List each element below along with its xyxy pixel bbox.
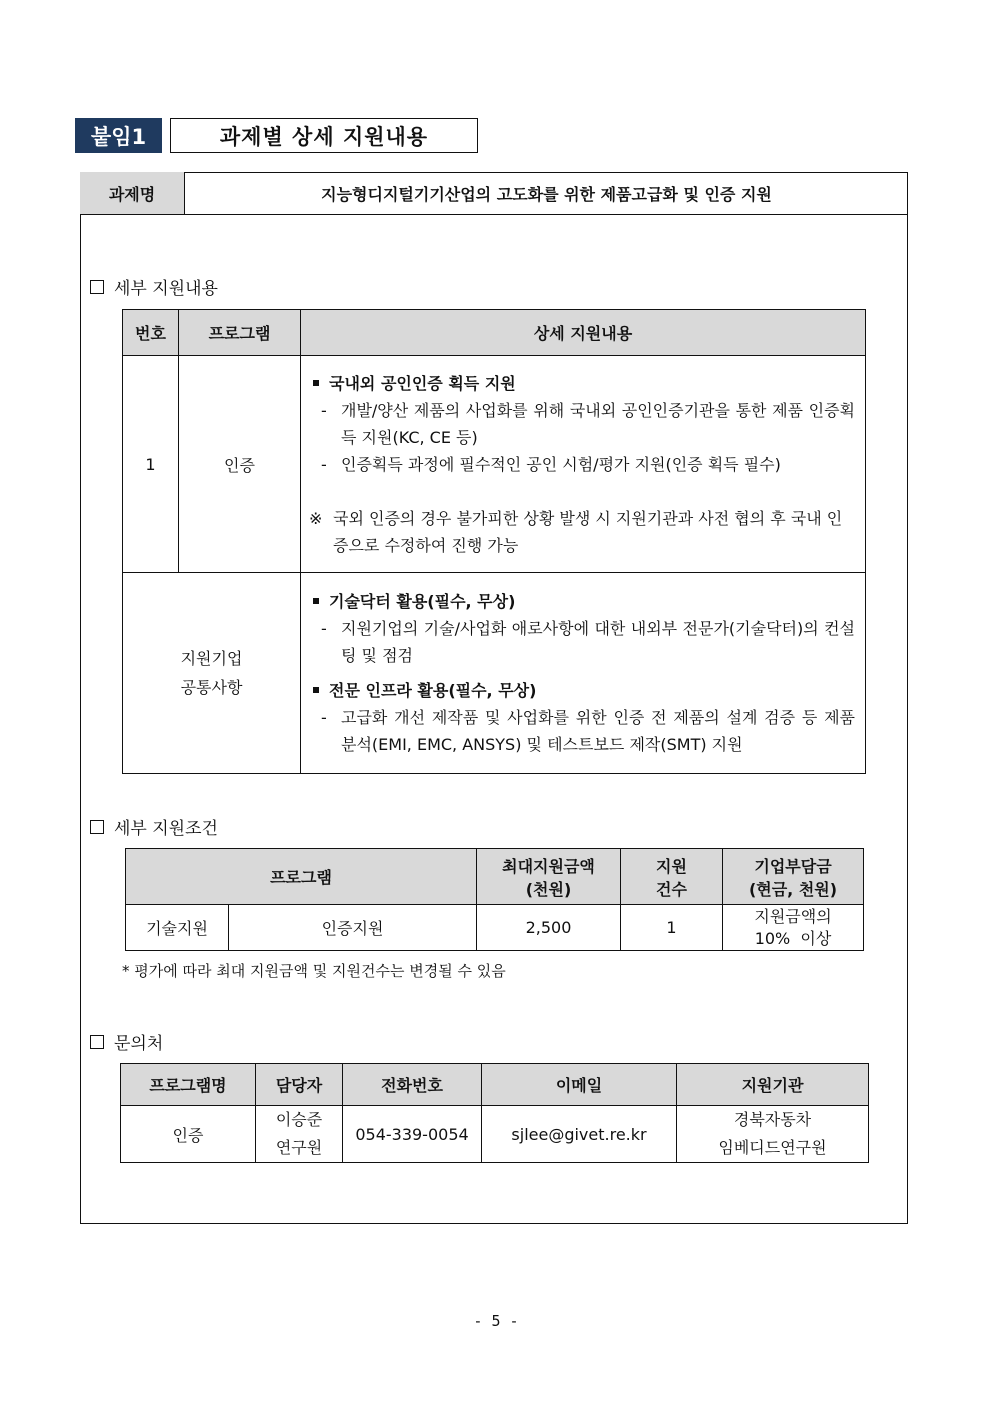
- note-text: 국외 인증의 경우 불가피한 상황 발생 시 지원기관과 사전 협의 후 국내 인증으로 수정하여 진행 가능: [333, 508, 843, 555]
- col-phone: 전화번호: [343, 1064, 482, 1106]
- col-program-name: 프로그램명: [121, 1064, 256, 1106]
- note: [309, 505, 855, 559]
- dash-item: - 고급화 개선 제작품 및 사업화를 위한 인증 전 제품의 설계 검증 등 제품 분석(EMI, EMC, ANSYS) 및 테스트보드 제작(SMT) 지원: [309, 704, 855, 758]
- section-contact-heading: [90, 1029, 163, 1054]
- task-name: 지능형디지털기기산업의 고도화를 위한 제품고급화 및 인증 지원: [185, 172, 908, 215]
- dash-item: - 지원기업의 기술/사업화 애로사항에 대한 내외부 전문가(기술닥터)의 컨설팅 및 점검: [309, 615, 855, 669]
- dash-item: - 인증획득 과정에 필수적인 공인 시험/평가 지원(인증 획득 필수): [309, 451, 855, 478]
- reference-mark: ※: [309, 508, 323, 528]
- col-count: 지원 건수: [621, 849, 723, 905]
- dash-text: 지원기업의 기술/사업화 애로사항에 대한 내외부 전문가(기술닥터)의 컨설팅 및 점검: [341, 619, 855, 665]
- cell-program: 인증: [121, 1106, 256, 1163]
- cell-phone: 054-339-0054: [343, 1106, 482, 1163]
- detail-table: [122, 309, 866, 774]
- col-email: 이메일: [482, 1064, 677, 1106]
- checkbox-square-icon: [90, 280, 104, 294]
- section-contact-title: 문의처: [114, 1034, 164, 1054]
- conditions-table: [125, 848, 864, 951]
- section-conditions-heading: [90, 814, 218, 839]
- col-max-amount: 최대지원금액 (천원): [477, 849, 621, 905]
- bullet-text: 국내외 공인인증 획득 지원: [329, 373, 516, 393]
- attachment-badge: 붙임1: [75, 118, 162, 153]
- col-program: 프로그램: [126, 849, 477, 905]
- square-bullet-icon: [313, 380, 319, 386]
- dash-text: 인증획득 과정에 필수적인 공인 시험/평가 지원(인증 획득 필수): [341, 454, 781, 474]
- bullet-text: 전문 인프라 활용(필수, 무상): [329, 681, 537, 700]
- checkbox-square-icon: [90, 1035, 104, 1049]
- col-detail: 상세 지원내용: [301, 310, 866, 356]
- square-bullet-icon: [313, 598, 319, 604]
- section-detail-title: 세부 지원내용: [114, 279, 218, 299]
- table-row: [121, 1106, 869, 1163]
- cell-category: 기술지원: [126, 905, 229, 951]
- col-org: 지원기관: [677, 1064, 869, 1106]
- table-row: [126, 905, 864, 951]
- col-contact: 담당자: [256, 1064, 343, 1106]
- dash-item: - 개발/양산 제품의 사업화를 위해 국내외 공인인증기관을 통한 제품 인증획득 지원(KC, CE 등): [309, 397, 855, 451]
- table-row: [123, 573, 866, 774]
- col-program: 프로그램: [179, 310, 301, 356]
- square-bullet-icon: [313, 687, 319, 693]
- checkbox-square-icon: [90, 820, 104, 834]
- bullet-item: [309, 588, 855, 615]
- cell-burden: 지원금액의 10% 이상: [723, 905, 864, 951]
- dash-text: 고급화 개선 제작품 및 사업화를 위한 인증 전 제품의 설계 검증 등 제품 분석(EMI, EMC, ANSYS) 및 테스트보드 제작(SMT) 지원: [341, 708, 855, 754]
- row-detail: [301, 356, 866, 573]
- contact-table: [120, 1063, 869, 1163]
- footnote: * 평가에 따라 최대 지원금액 및 지원건수는 변경될 수 있음: [122, 962, 506, 980]
- section-detail-heading: [90, 274, 218, 299]
- cell-count: 1: [621, 905, 723, 951]
- table-row: [123, 356, 866, 573]
- document-title: 과제별 상세 지원내용: [170, 118, 478, 153]
- common-label: [123, 573, 301, 774]
- task-label: 과제명: [80, 172, 185, 215]
- dash-text: 개발/양산 제품의 사업화를 위해 국내외 공인인증기관을 통한 제품 인증획득 지원(KC, CE 등): [341, 400, 855, 447]
- cell-contact: 이승준 연구원: [256, 1106, 343, 1163]
- col-number: 번호: [123, 310, 179, 356]
- col-burden: 기업부담금 (현금, 천원): [723, 849, 864, 905]
- common-label-line: 지원기업: [180, 649, 243, 668]
- bullet-item: [309, 677, 855, 704]
- bullet-item: [309, 370, 855, 397]
- bullet-text: 기술닥터 활용(필수, 무상): [329, 592, 516, 611]
- row-program: 인증: [179, 356, 301, 573]
- common-label-line: 공통사항: [180, 678, 243, 697]
- cell-org: 경북자동차 임베디드연구원: [677, 1106, 869, 1163]
- common-detail: [301, 573, 866, 774]
- row-number: 1: [123, 356, 179, 573]
- cell-max-amount: 2,500: [477, 905, 621, 951]
- cell-program: 인증지원: [229, 905, 477, 951]
- cell-email: sjlee@givet.re.kr: [482, 1106, 677, 1163]
- section-conditions-title: 세부 지원조건: [114, 819, 218, 839]
- page-number: - 5 -: [473, 1312, 519, 1330]
